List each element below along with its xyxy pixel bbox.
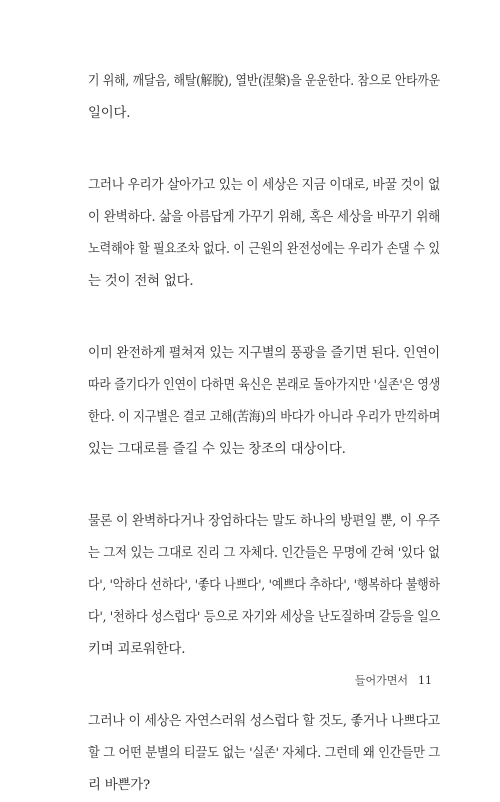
text-line: 기 위해, 깨달음, 해탈(解脫), 열반(涅槃)을 운운한다. 참으로 안타까운	[88, 74, 440, 89]
text-line: 할 그 어떤 분별의 티끌도 없는 '실존' 자체다. 그런데 왜 인간들만 그	[88, 746, 440, 761]
text-line: 리 바쁜가?	[88, 778, 150, 793]
text-line: 한다. 이 지구별은 결코 고해(苦海)의 바다가 아니라 우리가 만끽하며	[88, 410, 441, 425]
paragraph-3	[88, 338, 440, 466]
paragraph-4	[88, 506, 440, 666]
text-line: 있는 그대로를 즐길 수 있는 창조의 대상이다.	[88, 442, 346, 457]
text-line: 물론 이 완벽하다거나 장엄하다는 말도 하나의 방편일 뿐, 이 우주	[88, 514, 440, 529]
running-section-title: 들어가면서	[354, 674, 408, 687]
text-line: 는 그저 있는 그대로 진리 그 자체다. 인간들은 무명에 갇혀 '있다 없	[88, 546, 440, 561]
paragraph-5	[88, 706, 440, 802]
page-footer	[355, 672, 432, 688]
text-line: 키며 괴로워한다.	[88, 642, 186, 657]
text-line: 일이다.	[88, 106, 131, 121]
text-line: 따라 즐기다가 인연이 다하면 육신은 본래로 돌아가지만 '실존'은 영생	[88, 378, 441, 393]
text-line: 노력해야 할 필요조차 없다. 이 근원의 완전성에는 우리가 손댈 수 있	[88, 242, 440, 257]
body-text	[88, 66, 440, 802]
text-line: 그러나 우리가 살아가고 있는 이 세상은 지금 이대로, 바꿀 것이 없	[88, 178, 441, 193]
text-line: 그러나 이 세상은 자연스러워 성스럽다 할 것도, 좋거나 나쁘다고	[88, 714, 440, 729]
page-number: 11	[418, 674, 432, 687]
text-line: 이 완벽하다. 삶을 아름답게 가꾸기 위해, 혹은 세상을 바꾸기 위해	[88, 210, 441, 225]
paragraph-1	[88, 66, 440, 130]
text-line: 다', '악하다 선하다', '좋다 나쁘다', '예쁘다 추하다', '행복하다 불행하	[88, 578, 440, 593]
paragraph-2	[88, 170, 440, 298]
text-line: 는 것이 전혀 없다.	[88, 274, 194, 289]
text-line: 다', '천하다 성스럽다' 등으로 자기와 세상을 난도질하며 갈등을 일으	[88, 610, 441, 625]
text-line: 이미 완전하게 펼쳐져 있는 지구별의 풍광을 즐기면 된다. 인연이	[88, 346, 440, 361]
